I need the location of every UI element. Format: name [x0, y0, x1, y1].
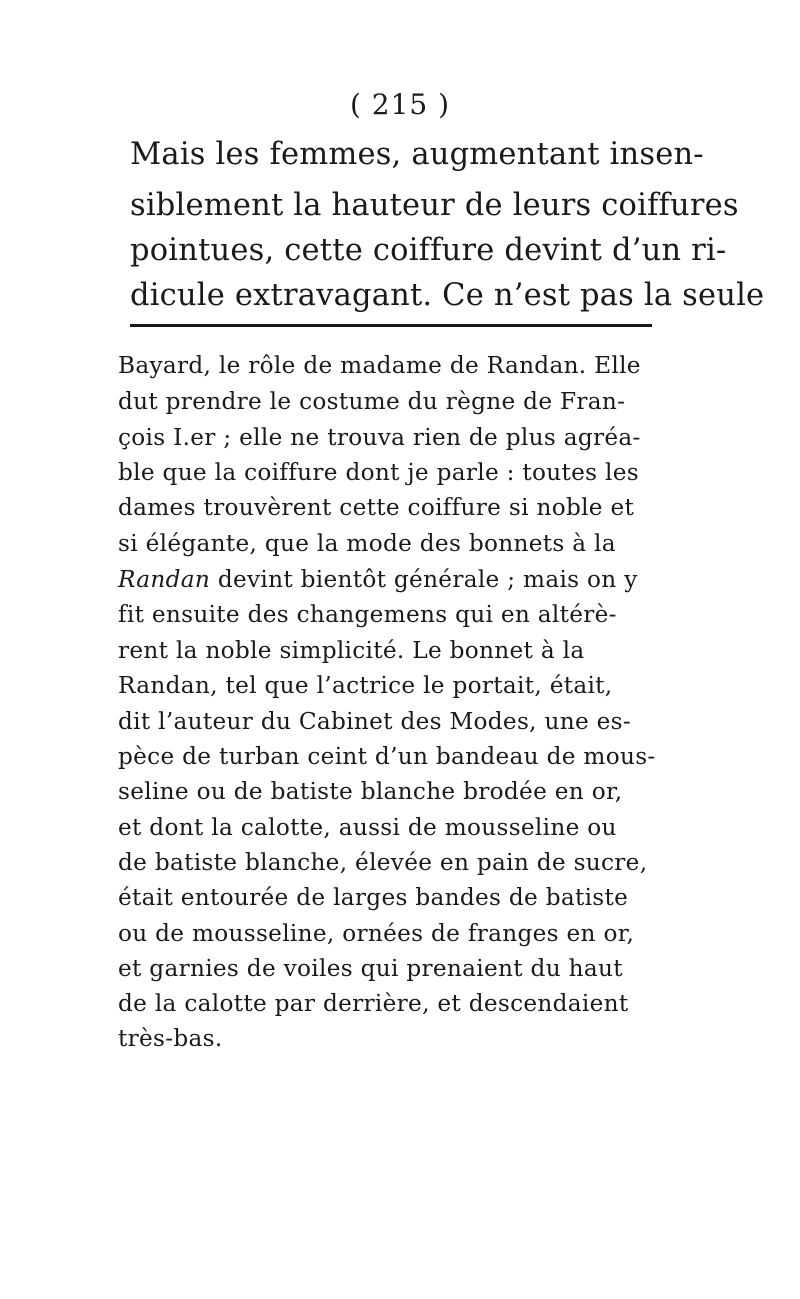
main-text-line: pointues, cette coiffure devint d’un ri- — [130, 233, 727, 268]
footnote-line: Randan, tel que l’actrice le portait, était, — [118, 672, 613, 699]
main-text-line: siblement la hauteur de leurs coiffures — [130, 188, 739, 223]
footnote-line: pèce de turban ceint d’un bandeau de mous- — [118, 743, 656, 770]
footnote-divider — [130, 324, 652, 327]
footnote-line: çois I.er ; elle ne trouva rien de plus agréa- — [118, 424, 641, 451]
footnote-line: et garnies de voiles qui prenaient du haut — [118, 955, 623, 982]
footnote-line: était entourée de larges bandes de batiste — [118, 884, 629, 911]
page-number: ( 215 ) — [349, 88, 451, 121]
footnote-line: et dont la calotte, aussi de mousseline ou — [118, 814, 617, 841]
footnote-line: dames trouvèrent cette coiffure si noble et — [118, 494, 635, 521]
footnote-line — [118, 566, 638, 594]
footnote-line: rent la noble simplicité. Le bonnet à la — [118, 637, 585, 664]
main-text-line: dicule extravagant. Ce n’est pas la seule — [130, 278, 765, 313]
footnote-line-text: devint bientôt générale ; mais on y — [217, 566, 638, 593]
footnote-line: seline ou de batiste blanche brodée en or, — [118, 778, 623, 805]
main-text-line: Mais les femmes, augmentant insen- — [130, 137, 704, 172]
footnote-line: de la calotte par derrière, et descendaient — [118, 990, 629, 1017]
footnote-line: Bayard, le rôle de madame de Randan. Elle — [118, 352, 641, 379]
footnote-line: dit l’auteur du Cabinet des Modes, une es- — [118, 708, 631, 735]
footnote-line: de batiste blanche, élevée en pain de sucre, — [118, 849, 648, 876]
footnote-line: très-bas. — [118, 1025, 223, 1052]
italic-emphasis: Randan — [118, 566, 211, 593]
footnote-line: si élégante, que la mode des bonnets à la — [118, 530, 616, 557]
footnote-line: fit ensuite des changemens qui en altérè- — [118, 601, 617, 628]
footnote-line: dut prendre le costume du règne de Fran- — [118, 388, 626, 415]
footnote-line: ou de mousseline, ornées de franges en or, — [118, 920, 635, 947]
footnote-line: ble que la coiffure dont je parle : toutes les — [118, 459, 639, 486]
